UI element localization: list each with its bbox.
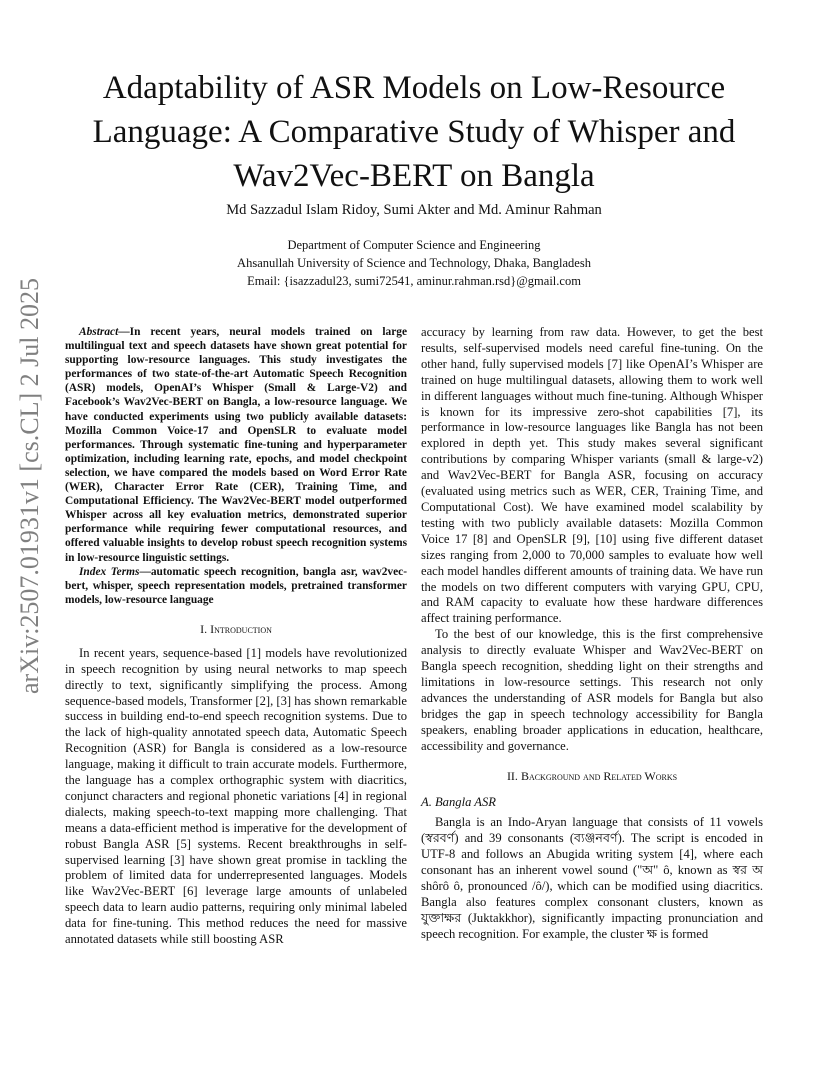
section-title: Introduction bbox=[210, 621, 272, 636]
affiliation-block bbox=[40, 236, 788, 290]
intro-paragraph: In recent years, sequence-based [1] models have revolutionized in speech recognition by using neural networks to map speech directly to text, significantly simplifying the process. Among sequence-based models, Transformer [2], [3] has shown remarkable success in building end-to-end speech recognition systems. Due to the lack of high-quality annotated speech data, Automatic Speech Recognition (ASR) for Bangla is considered as a low-resource language, making it difficult to train accurate models. Furthermore, the language has a complex orthographic system with diacritics, conjunct characters and regional phonetic variations [4] in regional dialects, making speech-to-text mapping more challenging. That means a data-efficient method is imperative for the development of robust Bangla ASR [5] systems. Recent breakthroughs in self-supervised learning [3] have shown great promise in tackling the problem of limited data for underrepresented languages. Models like Wav2Vec-BERT [6] leverage large amounts of unlabeled speech data to learn audio patterns, requiring only minimal labeled data for fine-tuning. This method reduces the need for massive annotated datasets while still boosting ASR bbox=[65, 645, 407, 947]
intro-paragraph-2: To the best of our knowledge, this is the first comprehensive analysis to directly evaluate Whisper and Wav2Vec-BERT on Bangla speech recognition, shedding light on their strengths and limitations in low-resource settings. This research not only advances the understanding of ASR models for Bangla but also bridges the gap in speech technology accessibility for Bangla speakers, enabling broader applications in education, healthcare, accessibility and governance. bbox=[421, 627, 763, 753]
bangla-asr-paragraph: Bangla is an Indo-Aryan language that consists of 11 vowels (স্বরবর্ণ) and 39 consonants (ব্যঞ্জনবর্ণ). The script is encoded in UTF-8 and follows an Abugida writing system [4], where each consonant has an inherent vowel sound ("অ" ô, known as স্বর অ shôrô ô, pronounced /ô/), which can be modified using diacritics. Bangla also features complex consonant clusters, known as যুক্তাক্ষর (Juktakkhor), significantly impacting pronunciation and speech recognition. For example, the cluster ক্ষ is formed bbox=[421, 815, 763, 941]
university: Ahsanullah University of Science and Technology, Dhaka, Bangladesh bbox=[237, 256, 591, 270]
index-terms-text: —automatic speech recognition, bangla asr, wav2vec-bert, whisper, speech representation models, pretrained transformer models, low-resource language bbox=[65, 565, 407, 606]
intro-paragraph-continued: accuracy by learning from raw data. However, to get the best results, self-supervised models need careful fine-tuning. On the other hand, fully supervised models [7] like OpenAI’s Whisper are trained on huge multilingual datasets, allowing them to work well in different languages without much fine-tuning. Although Whisper is known for its impressive zero-shot capabilities [7], its performance in low-resource languages like Bangla has not been explored in depth yet. This study makes several significant contributions by comparing Whisper variants (small & large-v2) and Wav2Vec-BERT for Bangla ASR, focusing on accuracy (evaluated using metrics such as WER, CER, Training Time, and Computational Cost). We have examined model scalability by testing with two publicly available datasets: Mozilla Common Voice 17 [8] and OpenSLR [9], [10] using five different dataset sizes ranging from 2,000 to 70,000 samples to evaluate how well each model handles different amounts of training data. We have run the models on two different computers with varying GPU, CPU, and RAM capacity to evaluate how these hardware differences affect training performance. bbox=[421, 325, 763, 626]
abstract-text: —In recent years, neural models trained on large multilingual text and speech datasets have shown great potential for supporting low-resource languages. This study investigates the performances of two state-of-the-art Automatic Speech Recognition (ASR) models, OpenAI’s Whisper (Small & Large-V2) and Facebook’s Wav2Vec-BERT on Bangla, a low-resource language. We have conducted experiments using two publicly available datasets: Mozilla Common Voice-17 and OpenSLR to evaluate model performances. Through systematic fine-tuning and hyperparameter optimization, including learning rate, epochs, and model checkpoint selection, we have compared the models based on Word Error Rate (WER), Character Error Rate (CER), Training Time, and Computational Efficiency. The Wav2Vec-BERT model outperformed Whisper across all key evaluation metrics, demonstrated superior performance while requiring fewer computational resources, and offered valuable insights to develop robust speech recognition systems in low-resource linguistic settings. bbox=[65, 326, 407, 564]
paper-title: Adaptability of ASR Models on Low-Resource Language: A Comparative Study of Whisper and Wav2Vec-BERT on Bangla bbox=[92, 70, 736, 194]
section-number: I. bbox=[200, 621, 211, 636]
author-list: Md Sazzadul Islam Ridoy, Sumi Akter and Md. Aminur Rahman bbox=[226, 202, 602, 218]
section-heading-background bbox=[421, 769, 763, 785]
email-line: Email: {isazzadul23, sumi72541, aminur.rahman.rsd}@gmail.com bbox=[247, 274, 581, 288]
section-number: II. bbox=[506, 769, 521, 784]
department: Department of Computer Science and Engineering bbox=[287, 238, 541, 252]
left-column bbox=[65, 325, 407, 948]
section-title: Background and Related Works bbox=[520, 769, 678, 784]
subsection-heading-bangla-asr: A. Bangla ASR bbox=[421, 795, 496, 810]
abstract-label: Abstract bbox=[79, 326, 119, 338]
right-column bbox=[421, 325, 763, 943]
index-terms bbox=[65, 565, 407, 607]
arxiv-identifier: arXiv:2507.01931v1 [cs.CL] 2 Jul 2025 bbox=[15, 278, 44, 694]
index-terms-label: Index Terms bbox=[79, 565, 140, 578]
abstract bbox=[65, 325, 407, 565]
section-heading-introduction bbox=[65, 622, 407, 638]
arxiv-watermark bbox=[1, 278, 59, 694]
